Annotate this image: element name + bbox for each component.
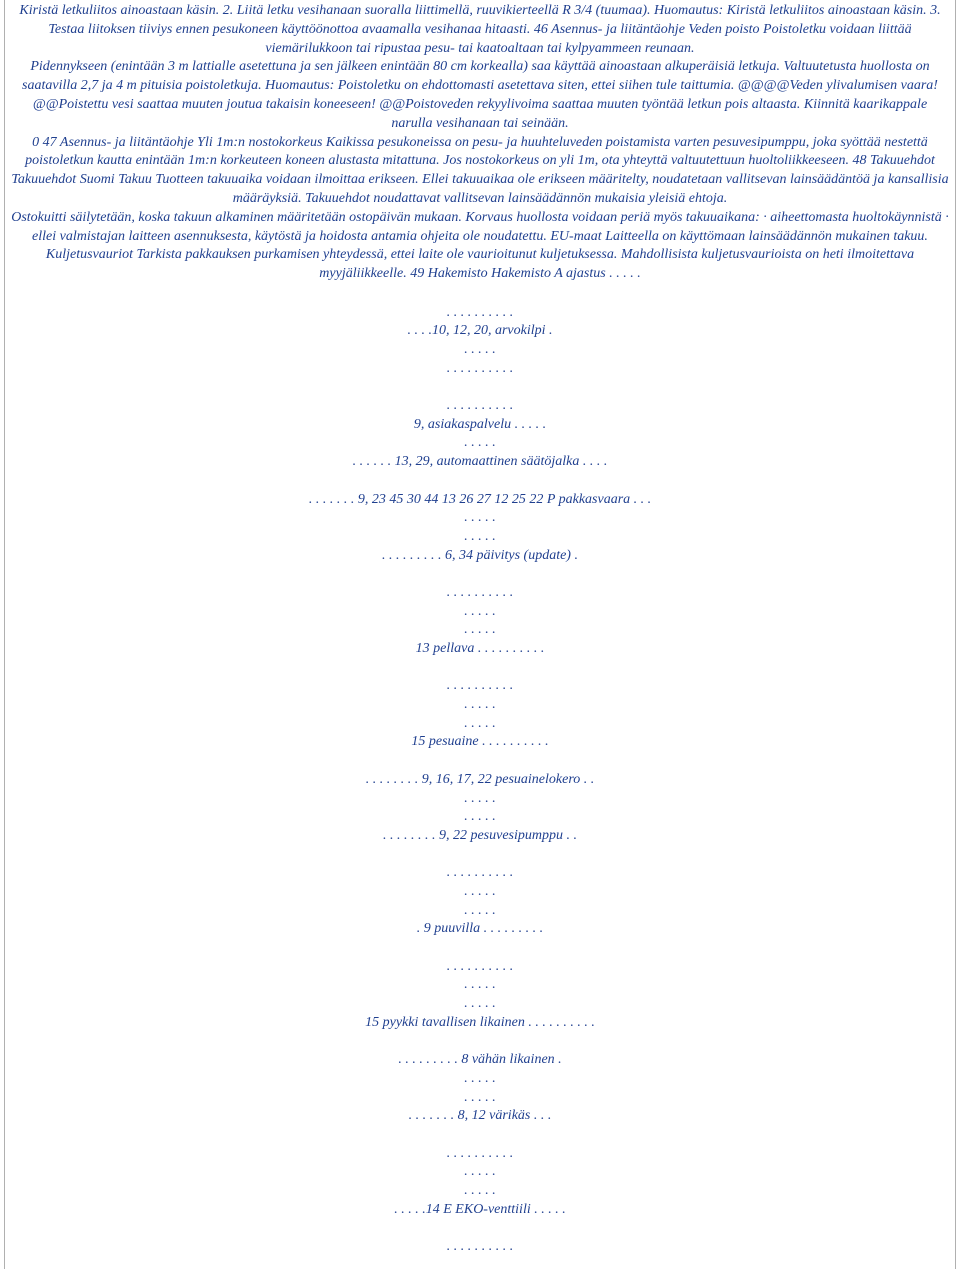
index-line: . . . . . xyxy=(464,510,496,526)
index-line: . . . . . xyxy=(464,809,496,825)
index-line xyxy=(11,752,949,771)
index-line: . . . . . xyxy=(464,1182,496,1198)
index-line: 15 pyykki tavallisen likainen . . . . . . . . . . xyxy=(365,1014,595,1030)
index-line xyxy=(11,1219,949,1238)
index-line: . . . . . . . . . . xyxy=(446,1145,514,1161)
document-page xyxy=(4,0,956,1269)
index-line: . . . . . . . . . . xyxy=(446,584,514,600)
index-line: . . . . . . . 9, 23 45 30 44 13 26 27 12 25 22 P pakkasvaara . . . xyxy=(308,491,652,507)
index-line: . . . . . xyxy=(464,977,496,993)
index-line xyxy=(11,939,949,958)
index-line: . 9 puuvilla . . . . . . . . . xyxy=(416,921,544,937)
index-line: 15 pesuaine . . . . . . . . . . xyxy=(411,734,549,750)
index-line xyxy=(11,846,949,865)
index-line: . . . . . xyxy=(464,902,496,918)
index-line xyxy=(11,1126,949,1145)
index-line: . . . . . . . 8, 12 värikäs . . . xyxy=(408,1108,552,1124)
index-line: . . . . . . . . . 6, 34 päivitys (update) . xyxy=(382,547,578,563)
index-line xyxy=(11,378,949,397)
paragraph-drain-extension: Pidennykseen (enintään 3 m lattialle asetettuna ja sen jälkeen enintään 80 cm korkealla) saa käyttää ainoastaan alkuperäisiä letkuja. Valtuutetusta huollosta on saatavilla 2,7 ja 4 m pituisia poistoletkuja. Huomautus: Poistoletku on ehdottomasti asetettava siten, ettei siihen tule taittumia. @@@@Veden ylivalumisen vaara! @@Poistettu vesi saattaa muuten joutua takaisin koneeseen! @@Poistoveden rekyylivoima saattaa muuten työntää letkun pois altaasta. Kiinnitä kaarikappale narulla vesihanaan tai seinään. xyxy=(22,59,938,131)
index-line: . . . . . xyxy=(464,697,496,713)
index-line: 9, asiakaspalvelu . . . . . xyxy=(413,416,547,432)
index-line: . . . . . . . . . . xyxy=(446,958,514,974)
index-line: . . . . . xyxy=(464,790,496,806)
index-line: . . . . . xyxy=(464,1164,496,1180)
index-line: . . . . . xyxy=(464,622,496,638)
index-line: . . . . . xyxy=(464,435,496,451)
index-list xyxy=(11,285,949,1257)
index-line xyxy=(11,565,949,584)
paragraph-water-connection: Kiristä letkuliitos ainoastaan käsin. 2. Liitä letku vesihanaan suoralla liittimellä, ruuvikierteellä R 3/4 (tuumaa). Huomautus: Kiristä letkuliitos ainoastaan käsin. 3. Testaa liitoksen tiiviys ennen pesukoneen käyttöönottoa avaamalla vesihanaa hitaasti. 46 Asennus- ja liitäntäohje Veden poisto Poistoletku voidaan liittää viemärilukkoon tai ripustaa pesu- tai kaatoaltaan tai kylpyammeen reunaan. xyxy=(19,3,941,56)
index-line xyxy=(11,285,949,304)
paragraph-lift-height-warranty: 0 47 Asennus- ja liitäntäohje Yli 1m:n nostokorkeus Kaikissa pesukoneissa on pesu- ja huuhteluveden poistamista varten pesuvesipumppu, joka syöttää nestettä poistoletkun kautta enintään 1m:n korkeuteen koneen alustasta mitattuna. Jos nostokorkeus on yli 1m, ota yhteyttä valtuutettuun huoltoliikkeeseen. 48 Takuuehdot Takuuehdot Suomi Takuu Tuotteen takuuaika voidaan ilmoittaa erikseen. Ellei takuuaikaa ole erikseen määritelty, noudatetaan vallitsevan lainsäädäntöä ja kansallisia määräyksiä. Takuuehdot noudattavat vallitsevan lainsäädännön mukaisia yleisiä ehtoja. xyxy=(11,134,949,206)
index-line: . . . . . . . . . . xyxy=(446,678,514,694)
index-line xyxy=(11,659,949,678)
index-line: . . . . . xyxy=(464,1089,496,1105)
index-line: . . . . . . . . 9, 16, 17, 22 pesuainelokero . . xyxy=(365,771,595,787)
index-line xyxy=(11,472,949,491)
index-line: . . . . . xyxy=(464,528,496,544)
index-line: . . . . . . . . . . xyxy=(446,1239,514,1255)
index-line: . . . . . . . . . . xyxy=(446,865,514,881)
index-line: . . . . . xyxy=(464,996,496,1012)
index-line xyxy=(11,1032,949,1051)
index-line: . . . . . xyxy=(464,603,496,619)
index-line: . . . . . xyxy=(464,342,496,358)
index-line: . . . . . . . . . . xyxy=(446,398,514,414)
index-line: . . . . . . . . . 8 vähän likainen . xyxy=(398,1052,562,1068)
index-line: . . . . . . . . 9, 22 pesuvesipumppu . . xyxy=(382,827,578,843)
index-line: . . . . . xyxy=(464,715,496,731)
index-line: . . . . . . . . . . xyxy=(446,360,514,376)
index-line: . . . . . xyxy=(464,883,496,899)
index-line: . . . . .14 E EKO-venttiili . . . . . xyxy=(394,1201,566,1217)
index-line: . . . .10, 12, 20, arvokilpi . xyxy=(407,323,553,339)
index-line: . . . . . xyxy=(464,1070,496,1086)
index-line: 13 pellava . . . . . . . . . . xyxy=(415,641,545,657)
paragraph-receipt-transport: Ostokuitti säilytetään, koska takuun alkaminen määritetään ostopäivän mukaan. Korvaus huollosta voidaan periä myös takuuaikana: · aiheettomasta huoltokäynnistä · ellei valmistajan laitteen asennuksesta, käytöstä ja hoidosta antamia ohjeita ole noudatettu. EU-maat Laitteella on käyttömaan lainsäädännön mukainen takuu. Kuljetusvauriot Tarkista pakkauksen purkamisen yhteydessä, ettei laite ole vaurioitunut kuljetuksessa. Mahdollisista kuljetusvaurioista on heti ilmoitettava myyjäliikkeelle. 49 Hakemisto Hakemisto A ajastus . . . . . xyxy=(11,209,949,282)
index-line: . . . . . . . . . . xyxy=(446,304,514,320)
index-line: . . . . . . 13, 29, automaattinen säätöjalka . . . . xyxy=(352,454,608,470)
